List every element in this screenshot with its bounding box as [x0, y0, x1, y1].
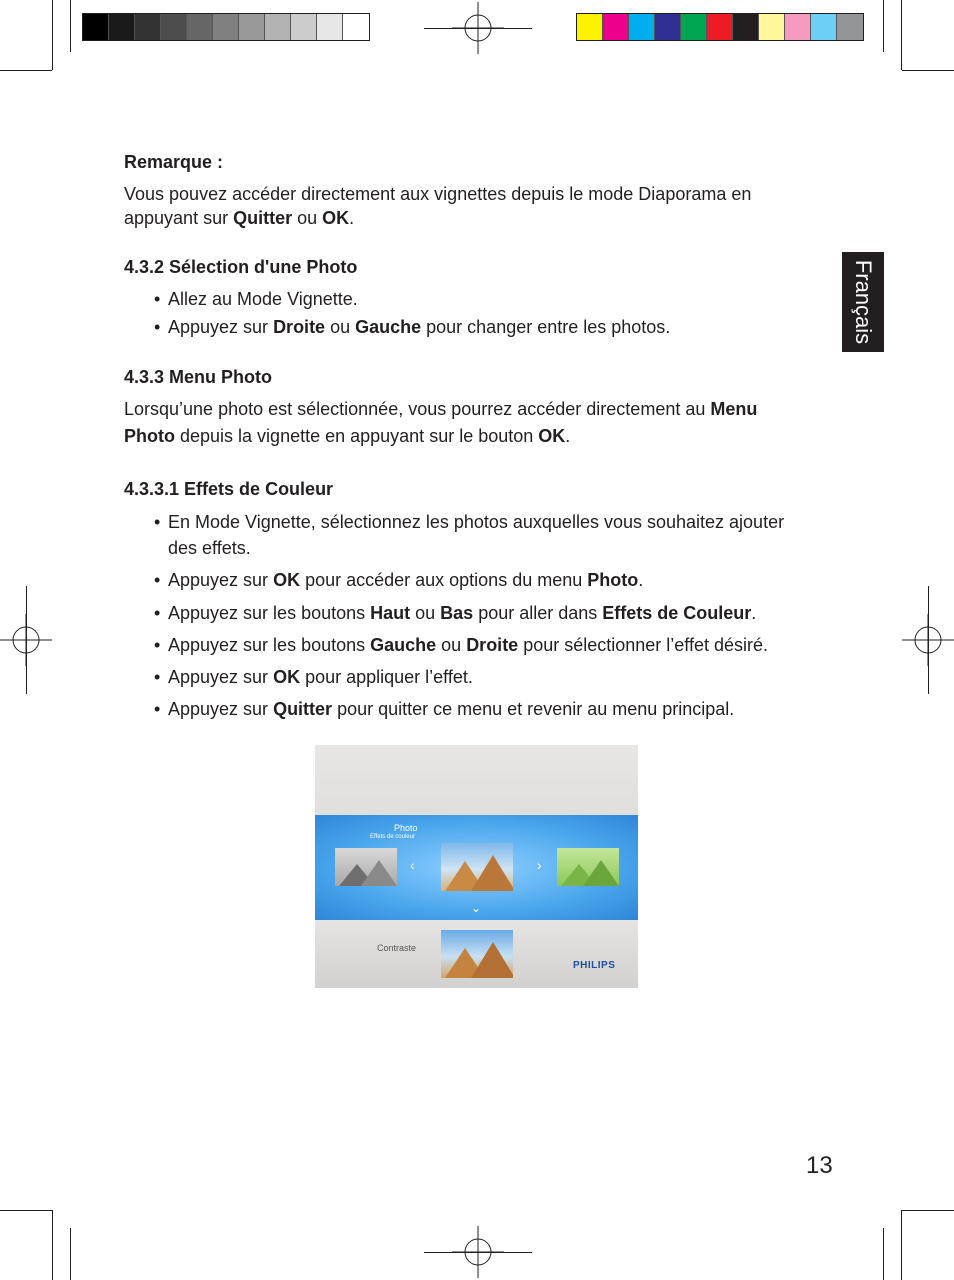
thumbnail-green[interactable]	[557, 848, 619, 886]
reg-line-top-h	[424, 28, 532, 29]
section-4331-bullet-2: • Appuyez sur OK pour accéder aux options du menu Photo.	[154, 570, 644, 590]
contrast-label: Contraste	[377, 943, 417, 953]
remark-line-1: Vous pouvez accéder directement aux vignettes depuis le mode Diaporama en	[124, 184, 752, 204]
section-433-heading: 4.3.3 Menu Photo	[124, 367, 273, 387]
left-arrow-icon[interactable]: ‹	[410, 857, 415, 873]
color-swatch-5	[681, 14, 707, 40]
gray-swatch-1	[83, 14, 109, 40]
thumbnail-original[interactable]	[441, 843, 513, 891]
section-4331-bullet-1: • En Mode Vignette, sélectionnez les photos auxquelles vous souhaitez ajouter	[154, 512, 785, 532]
gray-swatch-9	[291, 14, 317, 40]
reg-line-left-v	[26, 586, 27, 694]
thumbnail-contrast[interactable]	[441, 930, 513, 978]
thumbnail-grayscale[interactable]	[335, 848, 397, 886]
section-4331-bullet-5: • Appuyez sur OK pour appliquer l’effet.	[154, 667, 473, 687]
color-swatch-9	[785, 14, 811, 40]
gray-swatch-6	[213, 14, 239, 40]
color-swatch-1	[577, 14, 603, 40]
remark-line-2: appuyant sur Quitter ou OK.	[124, 208, 355, 228]
gray-color-bar	[82, 13, 370, 41]
reg-line-bottom-h	[424, 1252, 532, 1253]
section-433-line-2: Photo depuis la vignette en appuyant sur le bouton OK.	[124, 426, 571, 446]
device-screenshot	[315, 745, 638, 988]
section-4331-bullet-4: • Appuyez sur les boutons Gauche ou Droite pour sélectionner l’effet désiré.	[154, 635, 769, 655]
color-swatch-3	[629, 14, 655, 40]
color-swatch-6	[707, 14, 733, 40]
section-432-bullet-1: • Allez au Mode Vignette.	[154, 289, 358, 309]
color-swatch-11	[837, 14, 863, 40]
section-432-heading: 4.3.2 Sélection d'une Photo	[124, 257, 358, 277]
gray-swatch-4	[161, 14, 187, 40]
process-color-bar	[576, 13, 864, 41]
philips-logo: PHILIPS	[573, 960, 616, 971]
section-4331-bullet-1-cont: des effets.	[168, 538, 251, 558]
section-4331-bullet-6: • Appuyez sur Quitter pour quitter ce menu et revenir au menu principal.	[154, 699, 735, 719]
gray-swatch-7	[239, 14, 265, 40]
menu-subtitle: Effets de couleur	[370, 834, 415, 840]
section-433-line-1: Lorsqu’une photo est sélectionnée, vous pourrez accéder directement au Menu	[124, 399, 758, 419]
gray-swatch-8	[265, 14, 291, 40]
gray-swatch-10	[317, 14, 343, 40]
gray-swatch-11	[343, 14, 369, 40]
reg-line-right-v	[928, 586, 929, 694]
color-swatch-2	[603, 14, 629, 40]
color-swatch-7	[733, 14, 759, 40]
section-4331-bullet-3: • Appuyez sur les boutons Haut ou Bas pour aller dans Effets de Couleur.	[154, 603, 757, 623]
gray-swatch-2	[109, 14, 135, 40]
gray-swatch-5	[187, 14, 213, 40]
down-arrow-icon[interactable]: ⌄	[471, 901, 482, 915]
color-swatch-8	[759, 14, 785, 40]
remark-heading: Remarque :	[124, 152, 224, 172]
page-number: 13	[806, 1152, 833, 1179]
menu-title: Photo	[394, 823, 418, 833]
section-432-bullet-2: • Appuyez sur Droite ou Gauche pour changer entre les photos.	[154, 317, 671, 337]
language-tab	[842, 252, 884, 352]
right-arrow-icon[interactable]: ›	[537, 857, 542, 873]
language-tab-label: Français	[851, 259, 876, 345]
color-swatch-4	[655, 14, 681, 40]
color-swatch-10	[811, 14, 837, 40]
section-4331-heading: 4.3.3.1 Effets de Couleur	[124, 479, 334, 499]
gray-swatch-3	[135, 14, 161, 40]
